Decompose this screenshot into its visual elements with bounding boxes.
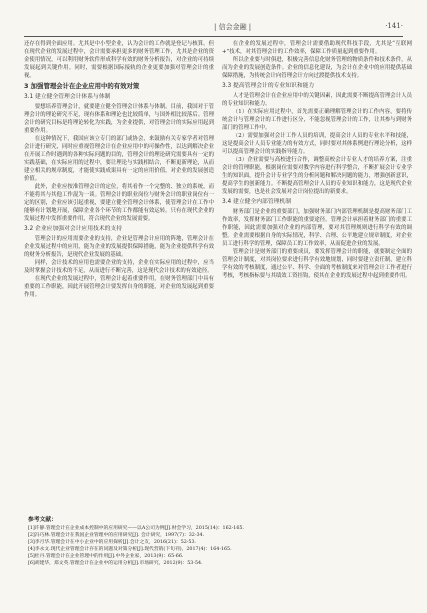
paragraph: 管理会计是财务部门的重要成员，要发挥管理会计的职能，就要制定全面的管理会计制度，对其岗位要求进行科学有效地规划，同时要建立责任制，建立科学有效的考核制度，通过公平、科学、全面的考核制度来对管理会计工作者进行考核，考核指标要与其绩效工资挂钩，使其在企业的发展过程中起到重要作用。 <box>222 249 412 280</box>
paragraph: 所以企业要与时俱进，积极完善信息化财务管理的物质条件和技术条件，从而为企业的发展创造条件。企业的信息化建设，为会计在企业中的应用提供基础保障措施，为传统会计向管理会计方向过渡提供技术支持。 <box>222 57 412 80</box>
paragraph: （1）在实际应用过程中，首先需要正确理解管理会计的工作内容，要将传统会计与管理会计的工作进行区分，不能忽视管理会计的工作，让其参与到财务部门的管理工作中。 <box>222 108 412 131</box>
paragraph: 在企业的发展过程中，管理会计需要借助现代科技手段，尤其是“互联网+”技术，对其管理会计的工作效率，保障工作质量起到重要作用。 <box>222 41 412 56</box>
reference-item: [3]李月华.管理会计在中小企业中的应用探析[J].会计之友，2016(21)：52-53. <box>28 540 197 546</box>
journal-section-title: | 信会金融 | <box>214 23 252 31</box>
subsection-heading: 3.4 建立健全内部管理机制 <box>222 199 292 206</box>
reference-item: [5]杜丹.管理会计在企业管理中的作用[J].中外企业家，2013(9)：65-66. <box>28 554 184 560</box>
paragraph: 财务部门是企业的重要部门，加强财务部门内部管理机制是提高财务部门工作效率，发挥财务部门工作职能的重要途径。管理会计承担着财务部门的重要工作职能，因此需要加强对企业的内部管理，要对其管理规则进行科学有效的调整。企业需要根据自身的实际情况，科学、合理、公平地建立规章制度，对企业员工进行科学的管理，保障员工的工作效率，从而促进企业的发展。 <box>222 208 412 248</box>
subsection-heading: 3.2 企业应加强对会计应用技术的支持 <box>24 226 123 233</box>
reference-item: [6]胡建华，郑文英.管理会计在企业中的运用分析[J].市场研究，2012(9)：53-54. <box>28 561 203 567</box>
left-column <box>24 40 214 299</box>
reference-item: [2]冯巧林.管理会计在我国企业管理中的应用研究[J]. 会计研究，1997(7)：32-34. <box>28 533 205 539</box>
reference-item: [1]许静.管理会计在企业成本控制中的应用研究——以A公司为例[J].财会学习，2015(14)：162-165. <box>28 526 244 531</box>
paragraph: 此外，企业应按准管理会计的定位，将其看作一个完整的、独立的系统，而不能将其与其他工作混为一谈。管理会计的职业岗位与财务会计的职业岗位有一定的区别，企业应该引起重视，要建立健全管理会计体系，使管理会计在工作中能够有计划地开展，保障企业各个环节的工作都能有效运转。只有在现代企业的发展过程中发挥重要作用，符合现代企业的发展需要。 <box>24 184 214 223</box>
paragraph: （2）需要加强对会计工作人员的培训，提高会计人员的专业水平和技能，这是提高会计人员专业能力的有效方式，同时要对其体系例进行理论分析，这样可以提高管理会计的实践指导能力。 <box>222 132 412 156</box>
paragraph: 在现代企业的发展过程中，管理会计起着重要作用，在财务管理部门中具有重要的工作职能，因此开展管理会计要发挥自身的职能，对企业的发展起到重要作用。 <box>24 276 214 299</box>
references-title: 参考文献： <box>28 517 57 523</box>
right-column <box>222 40 412 280</box>
paragraph: 人才是管理会计在企业应用中的关键因素，因此需要不断提高管理会计人员的专业知识和能力。 <box>222 92 412 107</box>
paragraph: 同样，会计技术的应用也需要企业的支持，企业在实际应用的过程中，应当及时掌握会计技术的不足，从而进行不断完善，这是现代会计技术的有效途径。 <box>24 260 214 275</box>
paragraph: 还存在得到全面应用。尤其是中小型企业，认为会计的工作就是登记与核算。但在现代企业的发展过程中，会计需要承担更多的财务管理工作，尤其是企业的资金使用情况，可以利用财务软件形成科学有效的财务分析报告，对企业的可持续发展起到关键作用。同时，需要根据国际接轨的企业更要加强对管理会计的重视。 <box>24 41 214 80</box>
running-header <box>24 22 403 36</box>
paragraph: 要想培养管理会计，就要建立健全管理会计体系与体制。目前，我国对于管理会计的理论研究不足，现有体系和理论也比较简单，与国外相比较落后。管理会计的研究目标是将理论转化为实践，为企业提供，对管理会计的实际应用起到重要作用。 <box>24 103 214 134</box>
header-rule <box>24 36 403 37</box>
page-number: ·141· <box>385 22 403 30</box>
paragraph: （3）企业需要与高校进行合作，调整高校会计专业人才的培养方案，注重会计的管理职能，根据岗位需要对教学内容进行科学整合，不断扩展会计专业学生的知识面，提升会计专业学生的分析问题和解决问题的能力，增强创新意识，提高学生的创新能力。不断提高管理会计人员的专业知识和能力，这是现代企业发展的需要，也是社会发展对会计岗位提出的新要求。 <box>222 157 412 196</box>
paragraph: 在这种情况下，我国应该立专门的部门或协会，来鼓励有关专家学者对管理会计进行研究，同时应重视管理会计在企业应用中的可操作性，以达到解决企业在开展工作时遇到的各种实际问题的目的，管理会计的理论研究需要具有一定的实践基础，在实际应用的过程中，要让理论与实践相结合，不断更新理论，从而建立相关的规章制度，才能使实践成果具有一定的应用价值，对企业的发展创造价值。 <box>24 135 214 183</box>
subsection-heading: 3.1 建立健全管理会计体系与体制 <box>24 94 111 101</box>
paragraph: 管理会计的应用需要企业的支持，企业是管理会计应用的阵地，管理会计在企业发展过程中的应用，能为企业的发展提供保障措施，能为企业提供科学有效的财务分析报告，是现代企业发展的基础。 <box>24 235 214 259</box>
references-section <box>24 516 403 568</box>
reference-item: [4]李永文.现代企业管理会计存在的问题及对策分析[J].现代营销(下旬刊)，2017(4)：164-165. <box>28 547 232 553</box>
subsection-heading: 3.3 提高管理会计的专业知识和能力 <box>222 83 315 90</box>
section-heading: 3 加强管理会计在企业应用中的有效对策 <box>24 82 140 91</box>
